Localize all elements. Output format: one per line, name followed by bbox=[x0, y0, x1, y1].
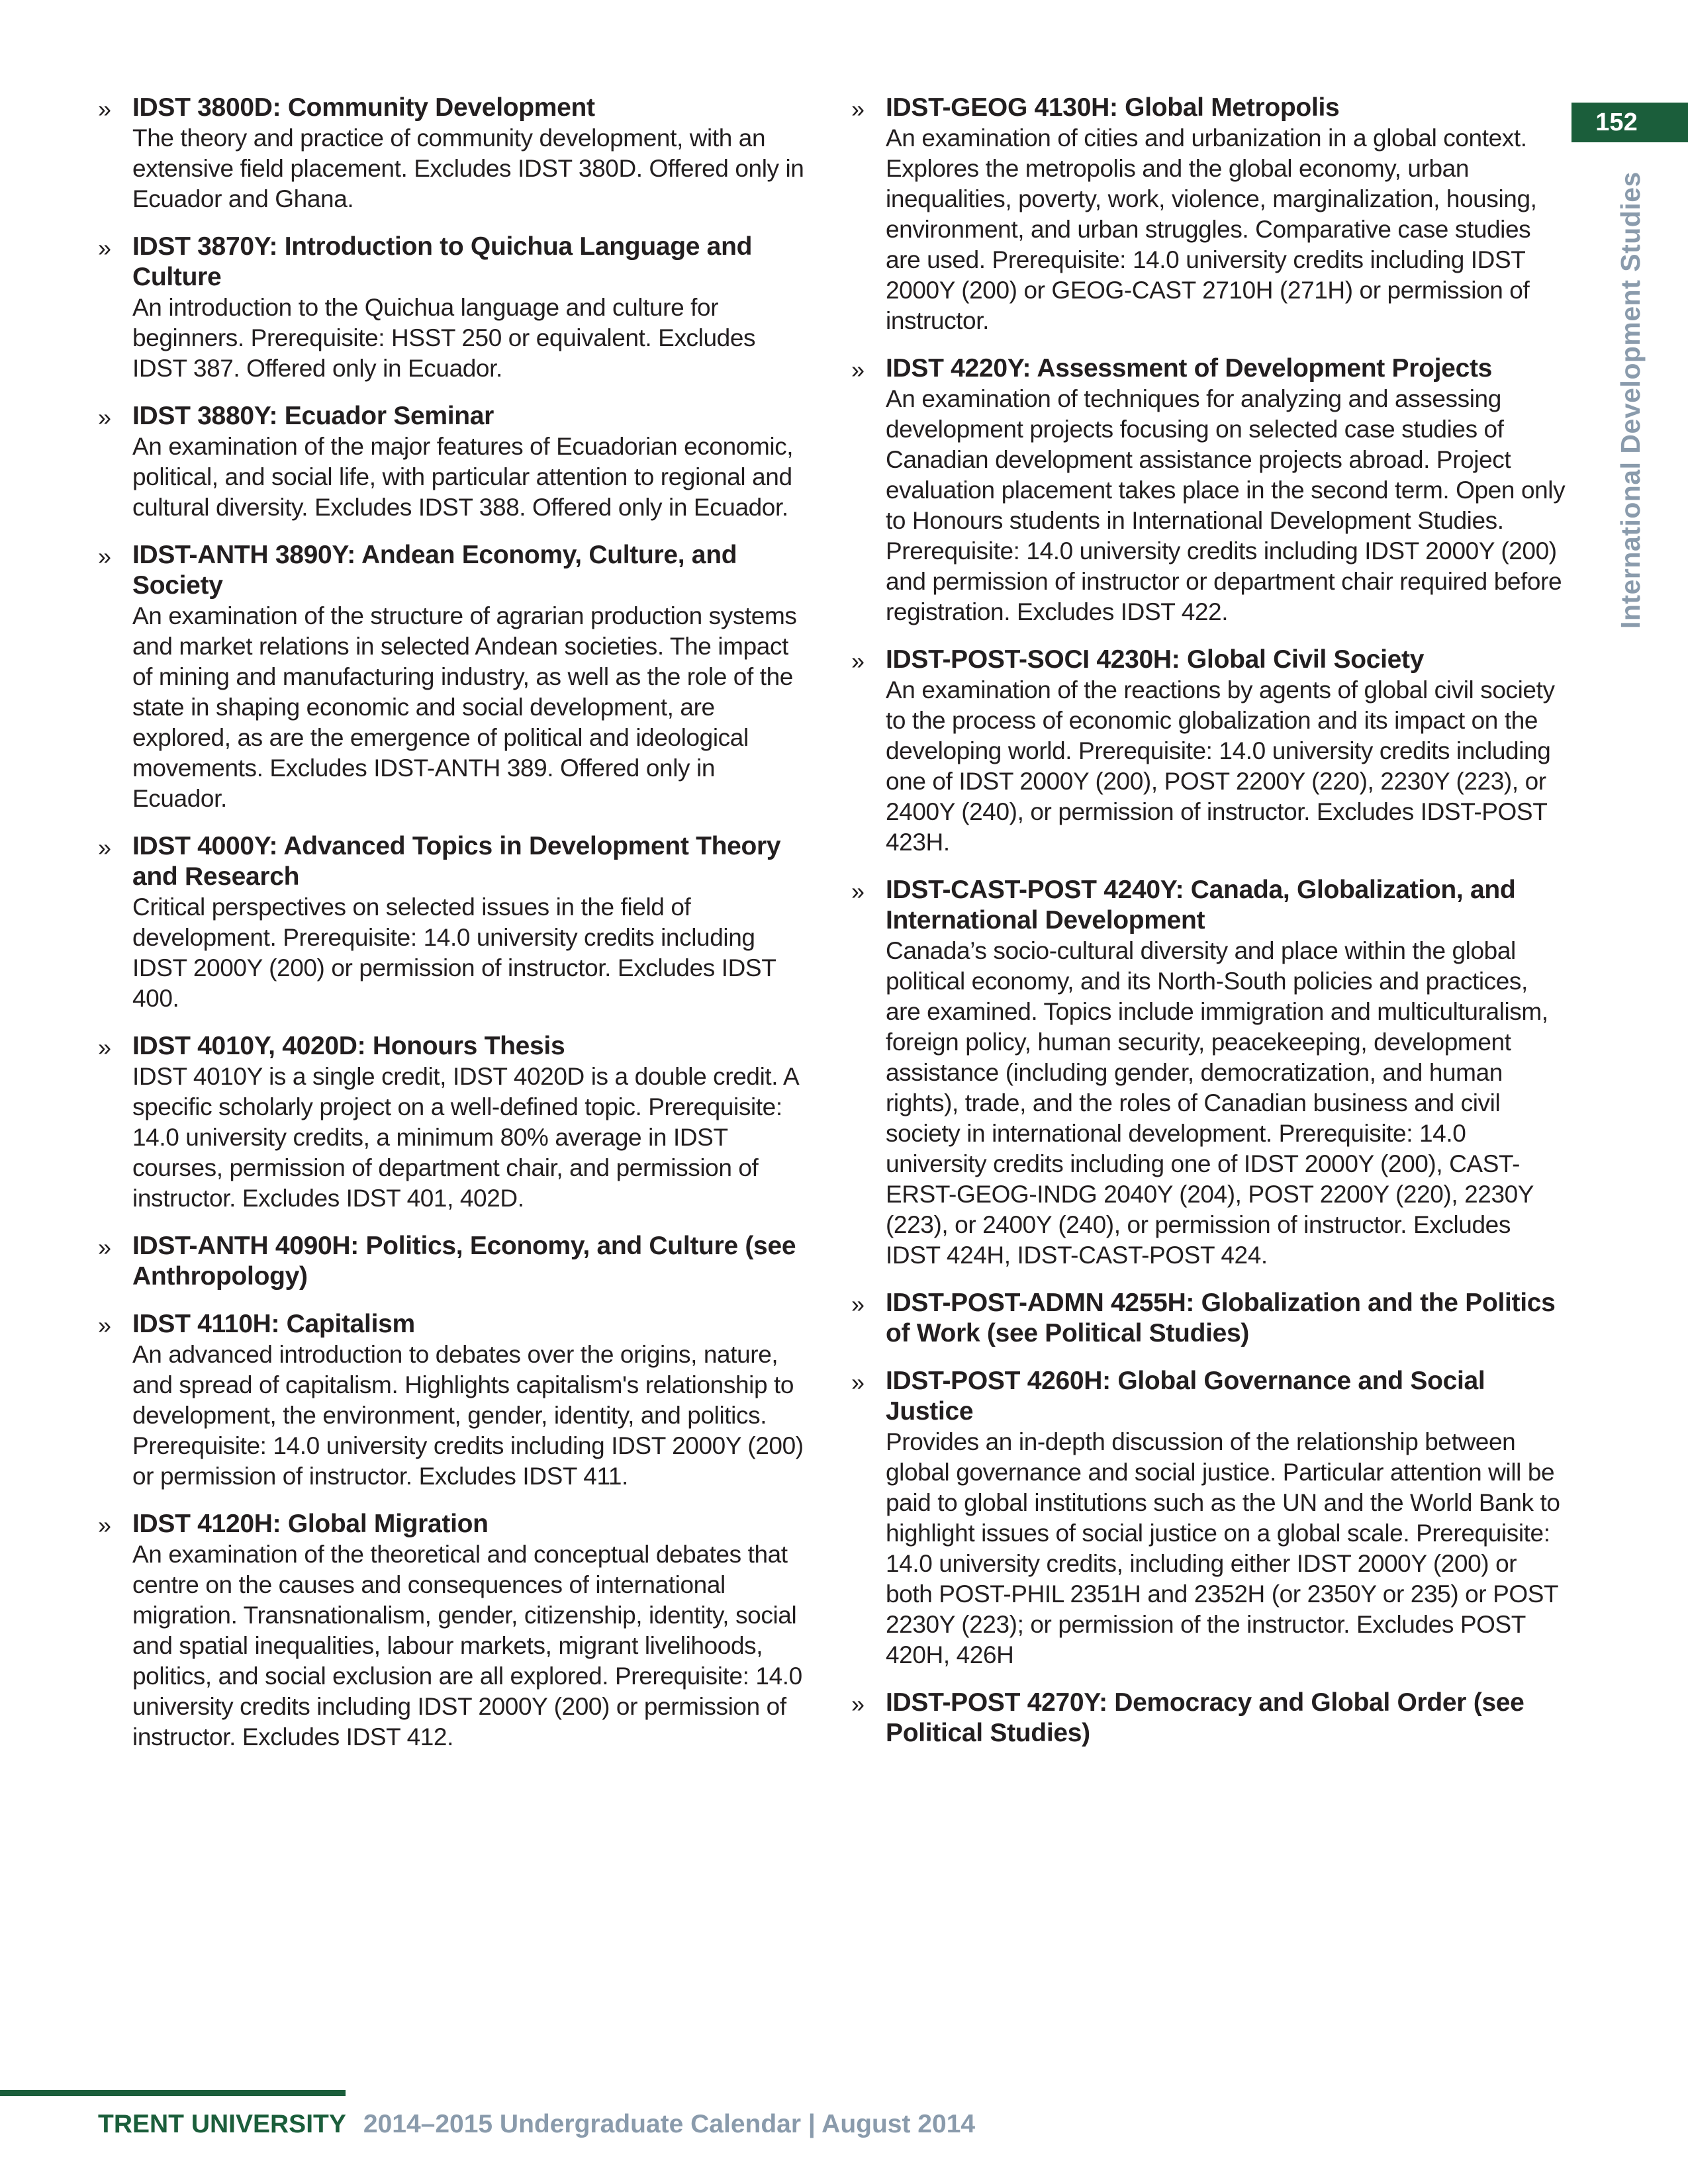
course-entry bbox=[851, 1366, 1566, 1670]
course-title: IDST 3880Y: Ecuador Seminar bbox=[132, 402, 494, 430]
bullet-marker: » bbox=[98, 234, 112, 261]
course-title: IDST-ANTH 4090H: Politics, Economy, and Culture (see Anthropology) bbox=[132, 1232, 796, 1291]
bullet-marker: » bbox=[98, 834, 112, 861]
course-title: IDST-POST 4260H: Global Governance and Social Justice bbox=[886, 1367, 1485, 1426]
course-title: IDST-GEOG 4130H: Global Metropolis bbox=[886, 93, 1340, 122]
course-description: Canada’s socio-cultural diversity and place within the global political economy, and its North-South policies and practices, are examined. Topics include immigration and multiculturalism, foreign policy, human security, peacekeeping, development assistance (including gender, democratization, and human rights), trade, and the roles of Canadian business and civil society in international development. Prerequisite: 14.0 university credits including one of IDST 2000Y (200), CAST-ERST-GEOG-INDG 2040Y (204), POST 2200Y (220), 2230Y (223), or 2400Y (240), or permission of instructor. Excludes IDST 424H, IDST-CAST-POST 424. bbox=[886, 937, 1548, 1269]
course-title: IDST-CAST-POST 4240Y: Canada, Globalization, and International Development bbox=[886, 876, 1516, 934]
course-entry bbox=[851, 645, 1566, 858]
course-title: IDST 4120H: Global Migration bbox=[132, 1510, 489, 1538]
footer-rule bbox=[0, 2090, 346, 2096]
bullet-marker: » bbox=[98, 404, 112, 431]
course-entry bbox=[98, 232, 813, 384]
course-entry bbox=[851, 93, 1566, 336]
course-entry bbox=[98, 1031, 813, 1214]
course-title: IDST 4000Y: Advanced Topics in Development Theory and Research bbox=[132, 832, 781, 891]
course-entry bbox=[98, 540, 813, 814]
course-entry bbox=[851, 1688, 1566, 1749]
bullet-marker: » bbox=[98, 1034, 112, 1061]
course-description: The theory and practice of community development, with an extensive field placement. Excludes IDST 380D. Offered only in Ecuador and Ghana. bbox=[132, 124, 804, 212]
course-title: IDST-POST-SOCI 4230H: Global Civil Society bbox=[886, 645, 1425, 674]
bullet-marker: » bbox=[851, 95, 865, 122]
course-description: An examination of the major features of Ecuadorian economic, political, and social life, with particular attention to regional and cultural diversity. Excludes IDST 388. Offered only in Ecuador. bbox=[132, 433, 794, 521]
bullet-marker: » bbox=[851, 356, 865, 383]
course-entry bbox=[98, 1309, 813, 1492]
course-entry bbox=[851, 1288, 1566, 1349]
course-entry bbox=[98, 831, 813, 1014]
course-entry bbox=[851, 875, 1566, 1271]
course-description: An examination of techniques for analyzing and assessing development projects focusing on selected case studies of Canadian development assistance projects abroad. Project evaluation placement takes place in the second term. Open only to Honours students in International Development Studies. Prerequisite: 14.0 university credits including IDST 2000Y (200) and permission of instructor or department chair required before registration. Excludes IDST 422. bbox=[886, 385, 1566, 625]
bullet-marker: » bbox=[98, 1512, 112, 1539]
course-entry bbox=[98, 1231, 813, 1292]
footer-university: TRENT UNIVERSITY bbox=[98, 2110, 346, 2138]
course-description: An examination of cities and urbanization in a global context. Explores the metropolis and the global economy, urban inequalities, poverty, work, violence, marginalization, housing, environment, and urban struggles. Comparative case studies are used. Prerequisite: 14.0 university credits including IDST 2000Y (200) or GEOG-CAST 2710H (271H) or permission of instructor. bbox=[886, 124, 1537, 334]
bullet-marker: » bbox=[851, 1369, 865, 1396]
course-description: Provides an in-depth discussion of the relationship between global governance and social justice. Particular attention will be paid to global institutions such as the UN and the World Bank to highlight issues of social justice on a global scale. Prerequisite: 14.0 university credits, including either IDST 2000Y (200) or both POST-PHIL 2351H and 2352H (or 2350Y or 235) or POST 2230Y (223); or permission of the instructor. Excludes POST 420H, 426H bbox=[886, 1428, 1560, 1668]
course-description: An advanced introduction to debates over the origins, nature, and spread of capitalism. Highlights capitalism's relationship to development, the environment, gender, identity, and politics. Prerequisite: 14.0 university credits including IDST 2000Y (200) or permission of instructor. Excludes IDST 411. bbox=[132, 1341, 804, 1490]
course-entry bbox=[98, 1509, 813, 1752]
course-title: IDST 4110H: Capitalism bbox=[132, 1310, 415, 1338]
page-number: 152 bbox=[1571, 103, 1688, 142]
course-title: IDST-POST-ADMN 4255H: Globalization and the Politics of Work (see Political Studies) bbox=[886, 1289, 1556, 1347]
course-entry bbox=[98, 93, 813, 214]
bullet-marker: » bbox=[851, 1690, 865, 1717]
course-title: IDST-POST 4270Y: Democracy and Global Order (see Political Studies) bbox=[886, 1688, 1524, 1747]
course-description: Critical perspectives on selected issues in the field of development. Prerequisite: 14.0 university credits including IDST 2000Y (200) or permission of instructor. Excludes IDST 400. bbox=[132, 893, 776, 1012]
bullet-marker: » bbox=[98, 543, 112, 570]
course-title: IDST 4010Y, 4020D: Honours Thesis bbox=[132, 1032, 565, 1060]
footer bbox=[98, 2110, 975, 2139]
course-description: An introduction to the Quichua language and culture for beginners. Prerequisite: HSST 250 or equivalent. Excludes IDST 387. Offered only in Ecuador. bbox=[132, 294, 756, 382]
course-title: IDST 4220Y: Assessment of Development Projects bbox=[886, 354, 1493, 383]
left-column bbox=[98, 93, 813, 1770]
bullet-marker: » bbox=[851, 878, 865, 905]
course-entry bbox=[98, 401, 813, 523]
course-title: IDST-ANTH 3890Y: Andean Economy, Culture, and Society bbox=[132, 541, 737, 600]
section-side-title: International Development Studies bbox=[1615, 171, 1646, 629]
bullet-marker: » bbox=[851, 1291, 865, 1318]
bullet-marker: » bbox=[851, 647, 865, 674]
bullet-marker: » bbox=[98, 1312, 112, 1339]
bullet-marker: » bbox=[98, 1234, 112, 1261]
footer-calendar: 2014–2015 Undergraduate Calendar | August 2014 bbox=[363, 2110, 976, 2138]
course-title: IDST 3800D: Community Development bbox=[132, 93, 595, 122]
course-description: An examination of the structure of agrarian production systems and market relations in selected Andean societies. The impact of mining and manufacturing industry, as well as the role of the state in shaping economic and social development, are explored, as are the emergence of political and ideological movements. Excludes IDST-ANTH 389. Offered only in Ecuador. bbox=[132, 602, 797, 812]
course-description: An examination of the theoretical and conceptual debates that centre on the causes and consequences of international migration. Transnationalism, gender, citizenship, identity, social and spatial inequalities, labour markets, migrant livelihoods, politics, and social exclusion are all explored. Prerequisite: 14.0 university credits including IDST 2000Y (200) or permission of instructor. Excludes IDST 412. bbox=[132, 1541, 802, 1751]
course-entry bbox=[851, 353, 1566, 627]
right-column bbox=[851, 93, 1566, 1766]
course-title: IDST 3870Y: Introduction to Quichua Language and Culture bbox=[132, 232, 753, 291]
course-description: An examination of the reactions by agents of global civil society to the process of economic globalization and its impact on the developing world. Prerequisite: 14.0 university credits including one of IDST 2000Y (200), POST 2200Y (220), 2230Y (223), or 2400Y (240), or permission of instructor. Excludes IDST-POST 423H. bbox=[886, 676, 1555, 856]
bullet-marker: » bbox=[98, 95, 112, 122]
course-description: IDST 4010Y is a single credit, IDST 4020D is a double credit. A specific scholarly project on a well-defined topic. Prerequisite: 14.0 university credits, a minimum 80% average in IDST courses, permission of department chair, and permission of instructor. Excludes IDST 401, 402D. bbox=[132, 1063, 798, 1212]
